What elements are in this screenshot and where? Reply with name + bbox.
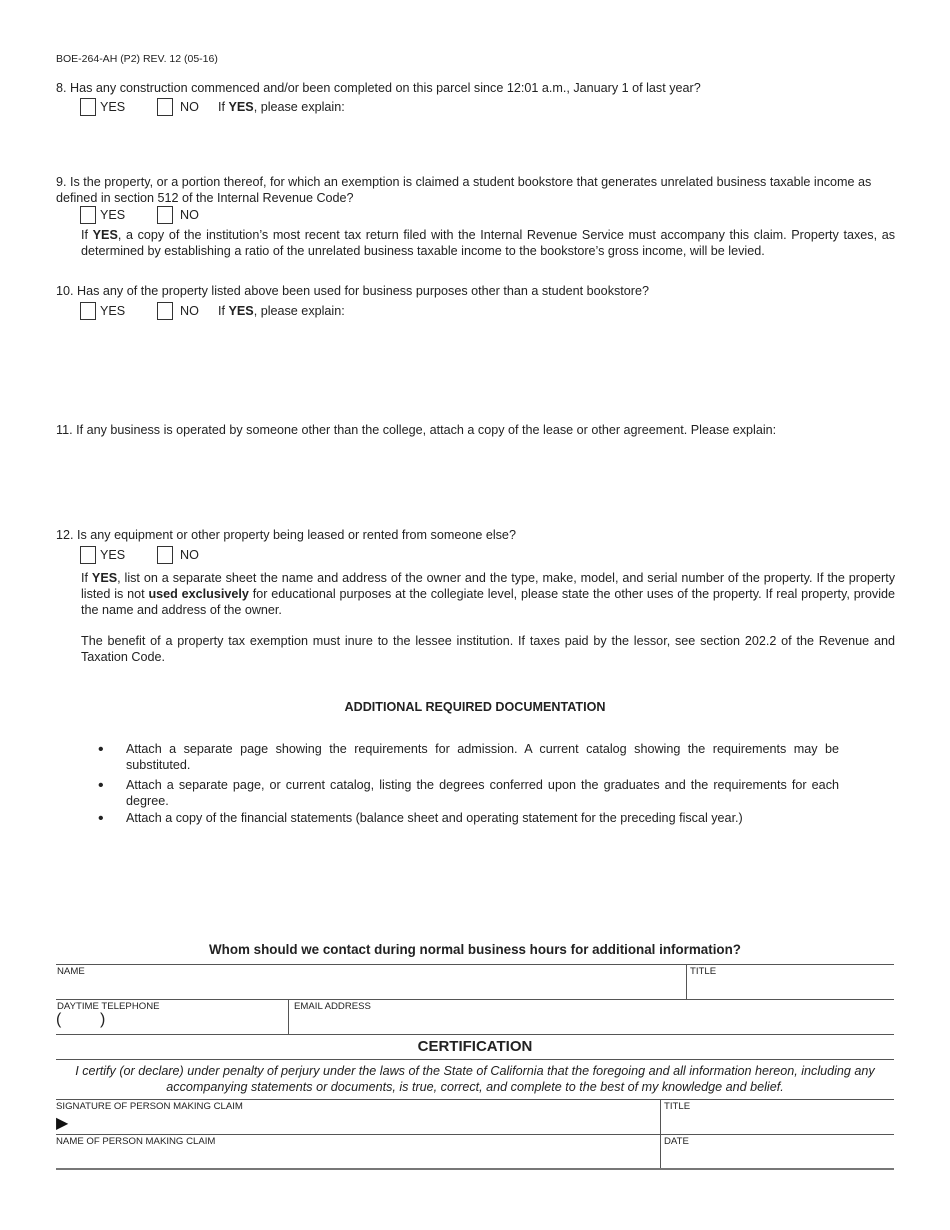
phone-area-open: (: [56, 1011, 62, 1028]
divider: [56, 1134, 894, 1135]
contact-title-label: TITLE: [690, 966, 717, 977]
q8-explain-label: If YES, please explain:: [218, 100, 345, 114]
contact-name-field[interactable]: [56, 978, 684, 998]
signature-field[interactable]: [76, 1113, 656, 1133]
q10-yes-label: YES: [100, 304, 126, 318]
phone-label: DAYTIME TELEPHONE: [57, 1001, 160, 1012]
divider: [56, 1059, 894, 1060]
bottom-rule: [56, 1168, 894, 1170]
q8-yes-checkbox[interactable]: [80, 98, 96, 116]
divider: [56, 1034, 894, 1035]
q10-no-label: NO: [180, 304, 199, 318]
q12-instructions: If YES, list on a separate sheet the name and address of the owner and the type, make, model, and serial number of the property. If the property listed is not used exclusively for educational purposes at the collegiate level, please state the other uses of the property. If real property, provide the name and address of the owner.: [81, 571, 895, 617]
q11-text: 11. If any business is operated by someone other than the college, attach a copy of the lease or other agreement. Please explain:: [56, 423, 777, 437]
claimant-name-label: NAME OF PERSON MAKING CLAIM: [56, 1136, 216, 1147]
bullet-marker: •: [98, 810, 104, 827]
q8-no-checkbox[interactable]: [157, 98, 173, 116]
certification-heading: CERTIFICATION: [417, 1038, 533, 1055]
divider: [56, 999, 894, 1000]
q10-yes-checkbox[interactable]: [80, 302, 96, 320]
certification-statement: I certify (or declare) under penalty of perjury under the laws of the State of California that the foregoing and all information hereon, including any accompanying statements or documents, is true, correct, and complete to the best of my knowledge and belief.: [75, 1064, 875, 1094]
q12-no-checkbox[interactable]: [157, 546, 173, 564]
q8-explain-area[interactable]: [80, 120, 894, 170]
q10-no-checkbox[interactable]: [157, 302, 173, 320]
cert-title-field[interactable]: [662, 1113, 892, 1133]
q12-benefit-note: The benefit of a property tax exemption must inure to the lessee institution. If taxes paid by the lessor, see section 202.2 of the Revenue and Taxation Code.: [81, 634, 895, 664]
q12-yes-label: YES: [100, 548, 126, 562]
q9-yes-checkbox[interactable]: [80, 206, 96, 224]
q12-yes-checkbox[interactable]: [80, 546, 96, 564]
docs-heading: ADDITIONAL REQUIRED DOCUMENTATION: [344, 700, 606, 714]
q10-explain-label: If YES, please explain:: [218, 304, 345, 318]
divider: [686, 964, 687, 999]
contact-name-label: NAME: [57, 966, 85, 977]
contact-heading: Whom should we contact during normal business hours for additional information?: [209, 942, 741, 957]
date-label: DATE: [664, 1136, 689, 1147]
docs-item-3: Attach a copy of the financial statements (balance sheet and operating statement for the preceding fiscal year.): [126, 811, 743, 825]
q9-no-label: NO: [180, 208, 199, 222]
signature-arrow-icon: ▶: [56, 1115, 69, 1132]
q10-text: 10. Has any of the property listed above been used for business purposes other than a student bookstore?: [56, 284, 649, 298]
q10-explain-area[interactable]: [80, 325, 894, 415]
date-field[interactable]: [662, 1148, 892, 1168]
bullet-marker: •: [98, 741, 104, 758]
docs-item-2: Attach a separate page, or current catalog, listing the degrees conferred upon the graduates and the requirements for each degree.: [126, 778, 839, 808]
q9-note: If YES, a copy of the institution’s most recent tax return filed with the Internal Revenue Service must accompany this claim. Property taxes, as determined by establishing a ratio of the unrelated business taxable income to the bookstore’s gross income, will be levied.: [81, 228, 896, 258]
divider: [56, 1099, 894, 1100]
phone-area-close: ): [100, 1011, 106, 1028]
contact-title-field[interactable]: [688, 978, 894, 998]
q8-no-label: NO: [180, 100, 199, 114]
q8-text: 8. Has any construction commenced and/or been completed on this parcel since 12:01 a.m., January 1 of last year?: [56, 81, 701, 95]
email-label: EMAIL ADDRESS: [294, 1001, 371, 1012]
q9-no-checkbox[interactable]: [157, 206, 173, 224]
q12-no-label: NO: [180, 548, 199, 562]
bullet-marker: •: [98, 777, 104, 794]
email-field[interactable]: [292, 1013, 892, 1031]
q11-explain-area[interactable]: [80, 442, 894, 522]
divider: [56, 964, 894, 965]
cert-title-label: TITLE: [664, 1101, 691, 1112]
form-id: BOE-264-AH (P2) REV. 12 (05-16): [56, 53, 218, 65]
divider: [288, 999, 289, 1034]
q12-text: 12. Is any equipment or other property being leased or rented from someone else?: [56, 528, 516, 542]
claimant-name-field[interactable]: [56, 1148, 656, 1168]
q8-yes-label: YES: [100, 100, 126, 114]
q9-text: 9. Is the property, or a portion thereof, for which an exemption is claimed a student bookstore that generates unrelated business taxable income as defined in section 512 of the Internal Revenue Code?: [56, 175, 872, 205]
docs-item-1: Attach a separate page showing the requirements for admission. A current catalog showing the requirements may be substituted.: [126, 742, 839, 772]
q9-yes-label: YES: [100, 208, 126, 222]
signature-label: SIGNATURE OF PERSON MAKING CLAIM: [56, 1101, 243, 1112]
phone-field[interactable]: [112, 1013, 284, 1031]
